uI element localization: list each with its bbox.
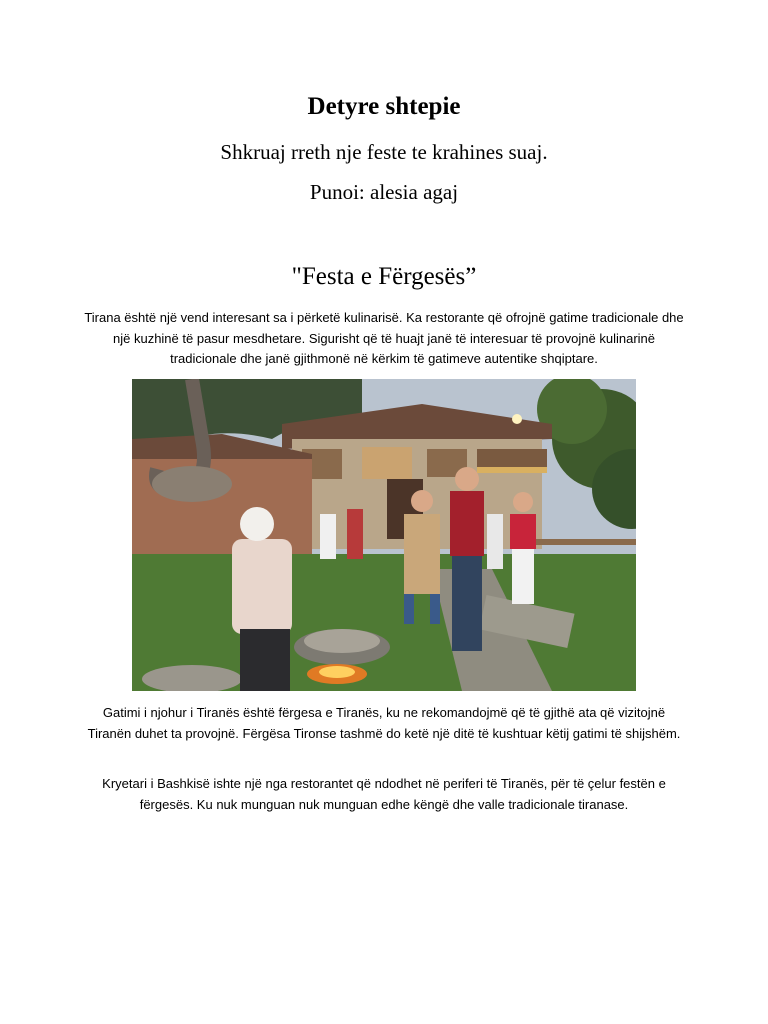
paragraph-dish: Gatimi i njohur i Tiranës është fërgesa e Tiranës, ku ne rekomandojmë që të gjithë ata që vizitojnë Tiranën duhet ta provojnë. Fërgësa Tironse tashmë do ketë një ditë të kushtuar këtij gatimi të shijshëm.: [87, 705, 681, 741]
page-title: Detyre shtepie: [307, 93, 461, 120]
paragraph-intro: Tirana është një vend interesant sa i përketë kulinarisë. Ka restorante që ofrojnë gatime tradicionale dhe një kuzhinë të pasur mesdhetare. Sigurisht që të huajt janë të interesuar të provojnë kulinarinë tradicionale dhe janë gjithmonë në kërkim të gatimeve autentike shqiptare.: [84, 310, 684, 366]
paragraph-event: Kryetari i Bashkisë ishte një nga restorantet që ndodhet në periferi të Tiranës, për të çelur festën e fërgesës. Ku nuk munguan nuk munguan edhe këngë dhe valle tradicionale tiranase.: [102, 776, 666, 812]
article-heading: "Festa e Fërgesës”: [291, 263, 477, 290]
assignment-subtitle: Shkruaj rreth nje feste te krahines suaj.: [220, 140, 548, 164]
author-line: Punoi: alesia agaj: [309, 180, 459, 204]
festival-photo-illustration: [132, 379, 636, 691]
festival-photo: [132, 379, 636, 691]
